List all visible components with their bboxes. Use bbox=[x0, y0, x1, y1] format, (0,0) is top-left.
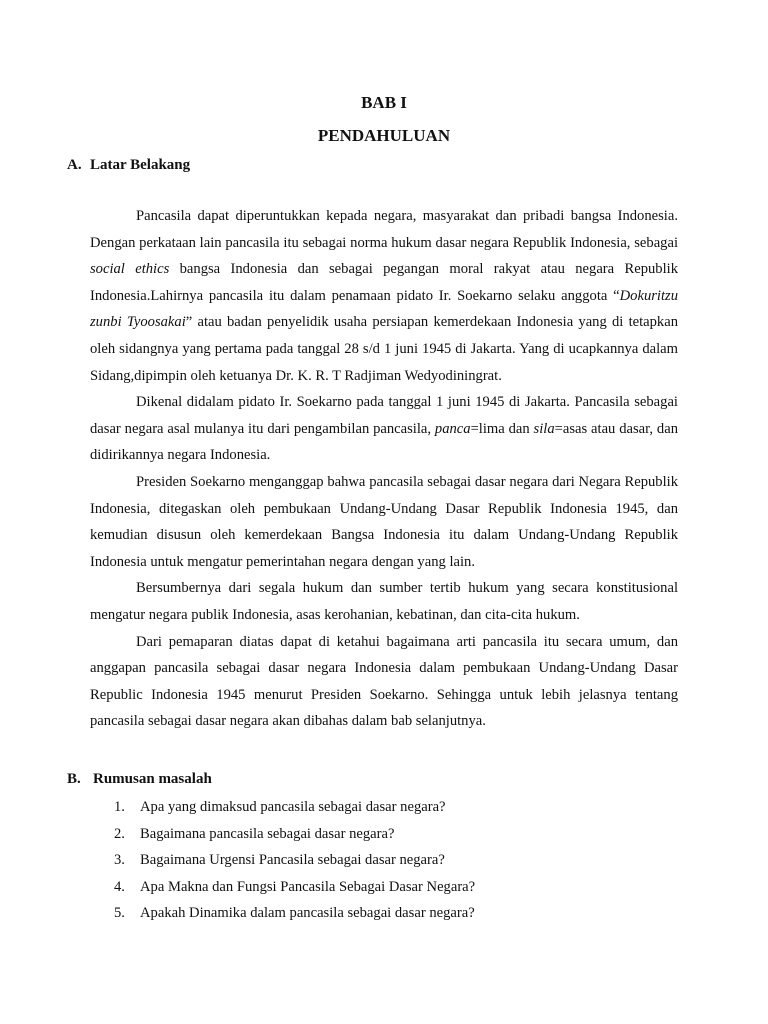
paragraph-1-text-1: Pancasila dapat diperuntukkan kepada negara, masyarakat dan pribadi bangsa Indonesia. Dengan perkataan lain pancasila itu sebagai norma hukum dasar negara Republik Indonesia, sebagai bbox=[90, 208, 678, 251]
paragraph-1-text-3: ” atau badan penyelidik usaha persiapan kemerdekaan Indonesia yang di tetapkan oleh sidangnya yang pertama pada tanggal 28 s/d 1 juni 1945 di Jakarta. Yang di ucapkannya dalam Sidang,dipimpin oleh ketuanya Dr. K. R. T Radjiman Wedyodiningrat. bbox=[90, 314, 678, 384]
list-item-number: 3. bbox=[114, 852, 125, 868]
paragraph-3: Presiden Soekarno menganggap bahwa pancasila sebagai dasar negara dari Negara Republik Indonesia, ditegaskan oleh pembukaan Undang-Undang Dasar Republik Indonesia 1945, dan kemudian disusun oleh kemerdekaan Bangsa Indonesia itu dalam Undang-Undang Republik Indonesia untuk mengatur pemerintahan negara dengan yang lain. bbox=[90, 473, 678, 570]
list-item bbox=[114, 821, 475, 848]
list-item bbox=[114, 794, 475, 821]
paragraph-4: Bersumbernya dari segala hukum dan sumber tertib hukum yang secara konstitusional mengatur negara publik Indonesia, asas kerohanian, kebatinan, dan cita-cita hukum. bbox=[90, 580, 678, 623]
list-item-number: 2. bbox=[114, 825, 125, 842]
paragraph-2-italic-1: panca bbox=[434, 420, 471, 437]
list-item-number: 1. bbox=[114, 799, 125, 815]
list-item bbox=[114, 900, 475, 927]
list-item-text: Bagaimana Urgensi Pancasila sebagai dasar negara? bbox=[140, 852, 445, 868]
paragraph-1-italic-2: Dokuritzu zunbi Tyoosakai bbox=[90, 287, 678, 331]
list-item-text: Bagaimana pancasila sebagai dasar negara? bbox=[140, 825, 395, 842]
paragraph-1 bbox=[90, 203, 678, 389]
chapter-title: PENDAHULUAN bbox=[317, 126, 451, 145]
section-a-title: Latar Belakang bbox=[90, 157, 191, 173]
list-item-number: 4. bbox=[114, 878, 125, 895]
section-b-title: Rumusan masalah bbox=[93, 771, 212, 787]
list-item-text: Apakah Dinamika dalam pancasila sebagai dasar negara? bbox=[140, 905, 475, 921]
paragraph-2-text-2: =lima dan bbox=[470, 420, 534, 437]
list-item-text: Apa Makna dan Fungsi Pancasila Sebagai Dasar Negara? bbox=[140, 878, 476, 895]
paragraph-2 bbox=[90, 389, 678, 469]
section-b-heading bbox=[67, 771, 212, 788]
paragraph-2-text-1: Dikenal didalam pidato Ir. Soekarno pada tanggal 1 juni 1945 di Jakarta. Pancasila sebagai dasar negara asal mulanya itu dari pengambilan pancasila, bbox=[90, 394, 678, 437]
section-a-heading bbox=[67, 157, 190, 174]
paragraph-5: Dari pemaparan diatas dapat di ketahui bagaimana arti pancasila itu secara umum, dan anggapan pancasila sebagai dasar negara Indonesia dalam pembukaan Undang-Undang Dasar Republic Indonesia 1945 menurut Presiden Soekarno. Sehingga untuk lebih jelasnya tentang pancasila sebagai dasar negara akan dibahas dalam bab selanjutnya. bbox=[90, 633, 678, 730]
paragraph-1-text-2: bangsa Indonesia dan sebagai pegangan moral rakyat atau negara Republik Indonesia.Lahirnya pancasila itu dalam penamaan pidato Ir. Soekarno selaku anggota “ bbox=[90, 261, 678, 304]
section-a-letter: A. bbox=[67, 157, 82, 173]
section-a-body bbox=[90, 203, 678, 735]
section-b-letter: B. bbox=[67, 771, 81, 787]
list-item bbox=[114, 847, 475, 874]
list-item bbox=[114, 874, 475, 901]
paragraph-2-italic-2: sila bbox=[533, 420, 555, 437]
list-item-text: Apa yang dimaksud pancasila sebagai dasar negara? bbox=[140, 799, 446, 815]
paragraph-1-italic-1: social ethics bbox=[90, 261, 170, 278]
list-item-number: 5. bbox=[114, 905, 125, 921]
problem-list bbox=[114, 794, 475, 927]
chapter-number: BAB I bbox=[361, 93, 407, 112]
paragraph-2-text-3: =asas atau dasar, dan didirikannya negara Indonesia. bbox=[90, 420, 678, 464]
